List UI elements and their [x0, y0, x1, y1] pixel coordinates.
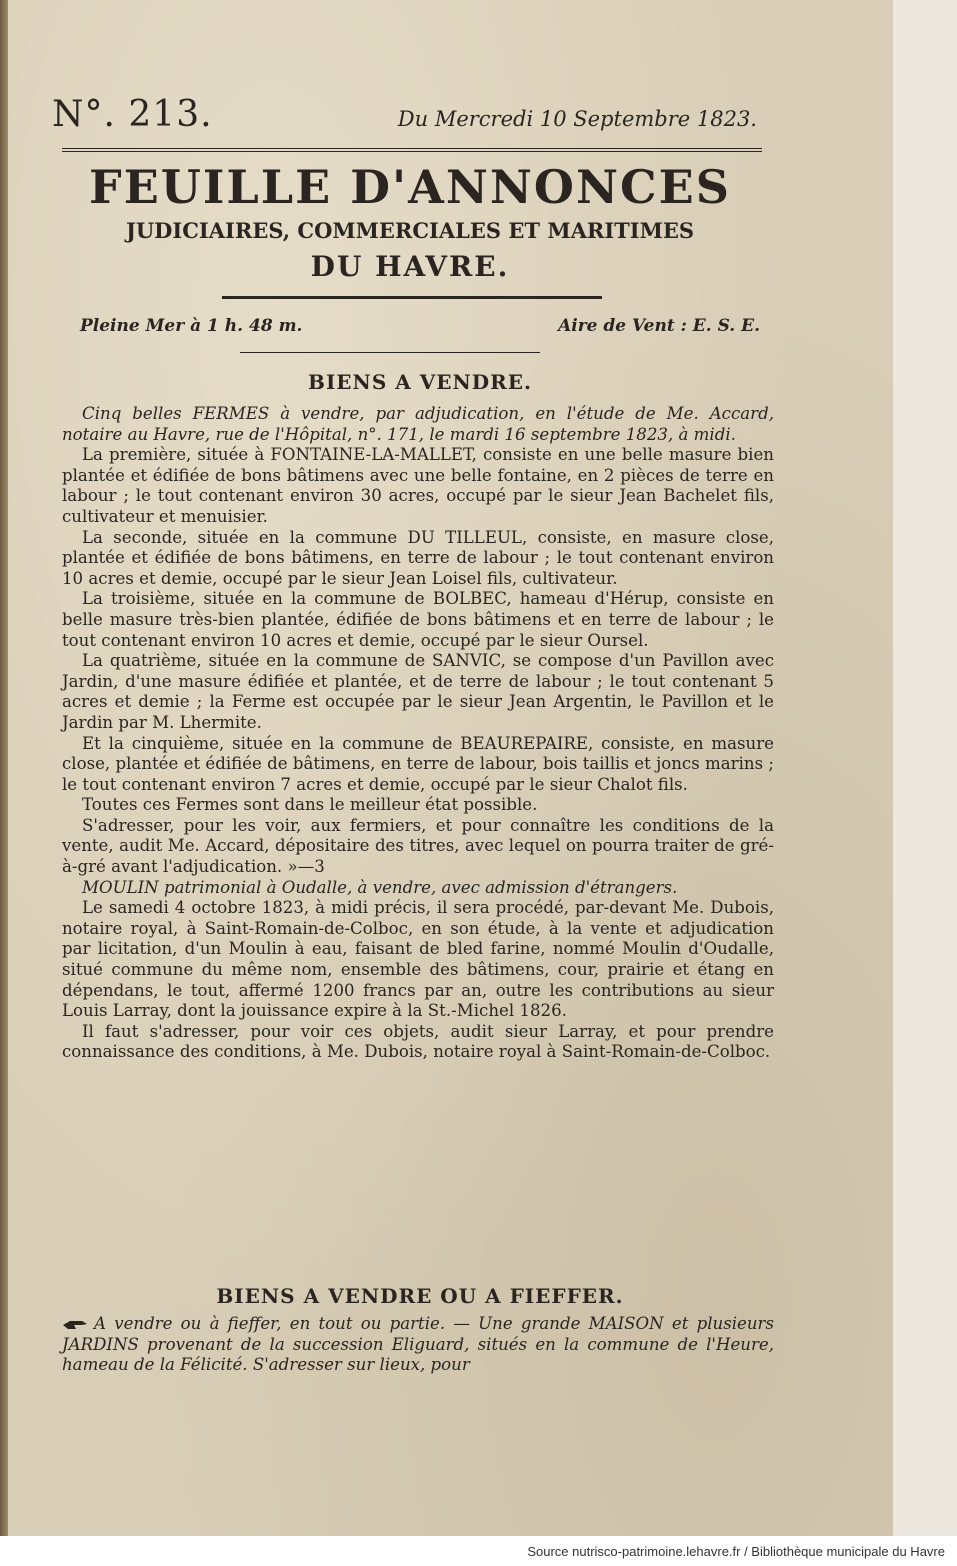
masthead-rule-top — [62, 148, 762, 152]
section-biens-a-vendre — [62, 404, 774, 1063]
moulin-title: MOULIN patrimonial à Oudalle, à vendre, avec admission d'étrangers. — [82, 877, 678, 897]
title-rule — [222, 296, 602, 299]
moulin-paragraph: Le samedi 4 octobre 1823, à midi précis, il sera procédé, par-devant Me. Dubois, notaire royal, à Saint-Romain-de-Colboc, en son étude, à la vente et adjudication par licitation, d'un Moulin à eau, faisant de bled farine, nommé Moulin d'Oudalle, situé commune du même nom, ensemble des bâtimens, cour, prairie et étang en dépendans, le tout, affermé 1200 francs par an, outre les contributions au sieur Louis Larray, dont la jouissance expire à la St.-Michel 1826. — [62, 898, 774, 1021]
tide-wind-line — [80, 316, 760, 336]
ferme-paragraph: S'adresser, pour les voir, aux fermiers, et pour connaître les conditions de la vente, audit Me. Accard, dépositaire des titres, avec lequel on pourra traiter de gré-à-gré avant l'adjudication. »—3 — [62, 815, 774, 877]
wind-info: Aire de Vent : E. S. E. — [558, 316, 760, 336]
source-footer — [0, 1536, 957, 1566]
pointing-hand-icon — [62, 1319, 88, 1331]
tide-info: Pleine Mer à 1 h. 48 m. — [80, 316, 303, 336]
ferme-paragraph: Toutes ces Fermes sont dans le meilleur état possible. — [82, 795, 538, 815]
issue-date: Du Mercredi 10 Septembre 1823. — [397, 107, 757, 131]
ferme-paragraph: Et la cinquième, située en la commune de BEAUREPAIRE, consiste, en masure close, plantée et édifiée de bâtimens, en terre de labour, bois taillis et joncs marins ; le tout contenant environ 7 acres et demie, occupé par le sieur Chalot fils. — [62, 733, 774, 794]
newspaper-city: DU HAVRE. — [310, 250, 510, 283]
tide-rule — [240, 352, 540, 353]
fieffer-text: A vendre ou à fieffer, en tout ou partie. — Une grande MAISON et plusieurs JARDINS provenant de la succession Eliguard, situés en la commune de l'Heure, hameau de la Félicité. S'adresser sur lieux, pour — [62, 1314, 774, 1375]
issue-number: N°. 213. — [52, 94, 213, 135]
newspaper-title: FEUILLE D'ANNONCES — [89, 160, 731, 214]
newspaper-subtitle: JUDICIAIRES, COMMERCIALES ET MARITIMES — [125, 218, 695, 243]
ferme-paragraph: La troisième, située en la commune de BOLBEC, hameau d'Hérup, consiste en belle masure très-bien plantée, édifiée de bons bâtimens et en terre de labour ; le tout contenant environ 10 acres et demie, occupé par le sieur Oursel. — [62, 589, 774, 650]
fieffer-paragraph — [62, 1314, 774, 1376]
moulin-paragraph: Il faut s'adresser, pour voir ces objets, audit sieur Larray, et pour prendre connaissance des conditions, à Me. Dubois, notaire royal à Saint-Romain-de-Colboc. — [62, 1021, 774, 1062]
section-heading-vendre-ou-fieffer: BIENS A VENDRE OU A FIEFFER. — [216, 1284, 624, 1308]
masthead-top-line — [52, 94, 757, 134]
section-vendre-ou-fieffer — [62, 1314, 774, 1376]
ferme-paragraph: La première, située à FONTAINE-LA-MALLET, consiste en une belle masure bien plantée et édifiée de bons bâtimens avec une belle fontaine, en 2 pièces de terre en labour ; le tout contenant environ 30 acres, occupé par le sieur Jean Bachelet fils, cultivateur et menuisier. — [62, 445, 774, 526]
ferme-paragraph: La seconde, située en la commune DU TILLEUL, consiste, en masure close, plantée et édifiée de bons bâtimens, en terre de labour ; le tout contenant environ 10 acres et demie, occupé par le sieur Jean Loisel fils, cultivateur. — [62, 527, 774, 588]
page-margin — [893, 0, 957, 1536]
section-heading-biens-a-vendre: BIENS A VENDRE. — [308, 370, 532, 394]
fermes-intro: Cinq belles FERMES à vendre, par adjudication, en l'étude de Me. Accard, notaire au Havre, rue de l'Hôpital, n°. 171, le mardi 16 septembre 1823, à midi. — [62, 404, 774, 444]
source-credit: Source nutrisco-patrimoine.lehavre.fr / Bibliothèque municipale du Havre — [527, 1544, 945, 1559]
ferme-paragraph: La quatrième, située en la commune de SANVIC, se compose d'un Pavillon avec Jardin, d'une masure édifiée et plantée, et de terre de labour ; le tout contenant 5 acres et demie ; la Ferme est occupée par le sieur Jean Argentin, le Pavillon et le Jardin par M. Lhermite. — [62, 651, 774, 732]
